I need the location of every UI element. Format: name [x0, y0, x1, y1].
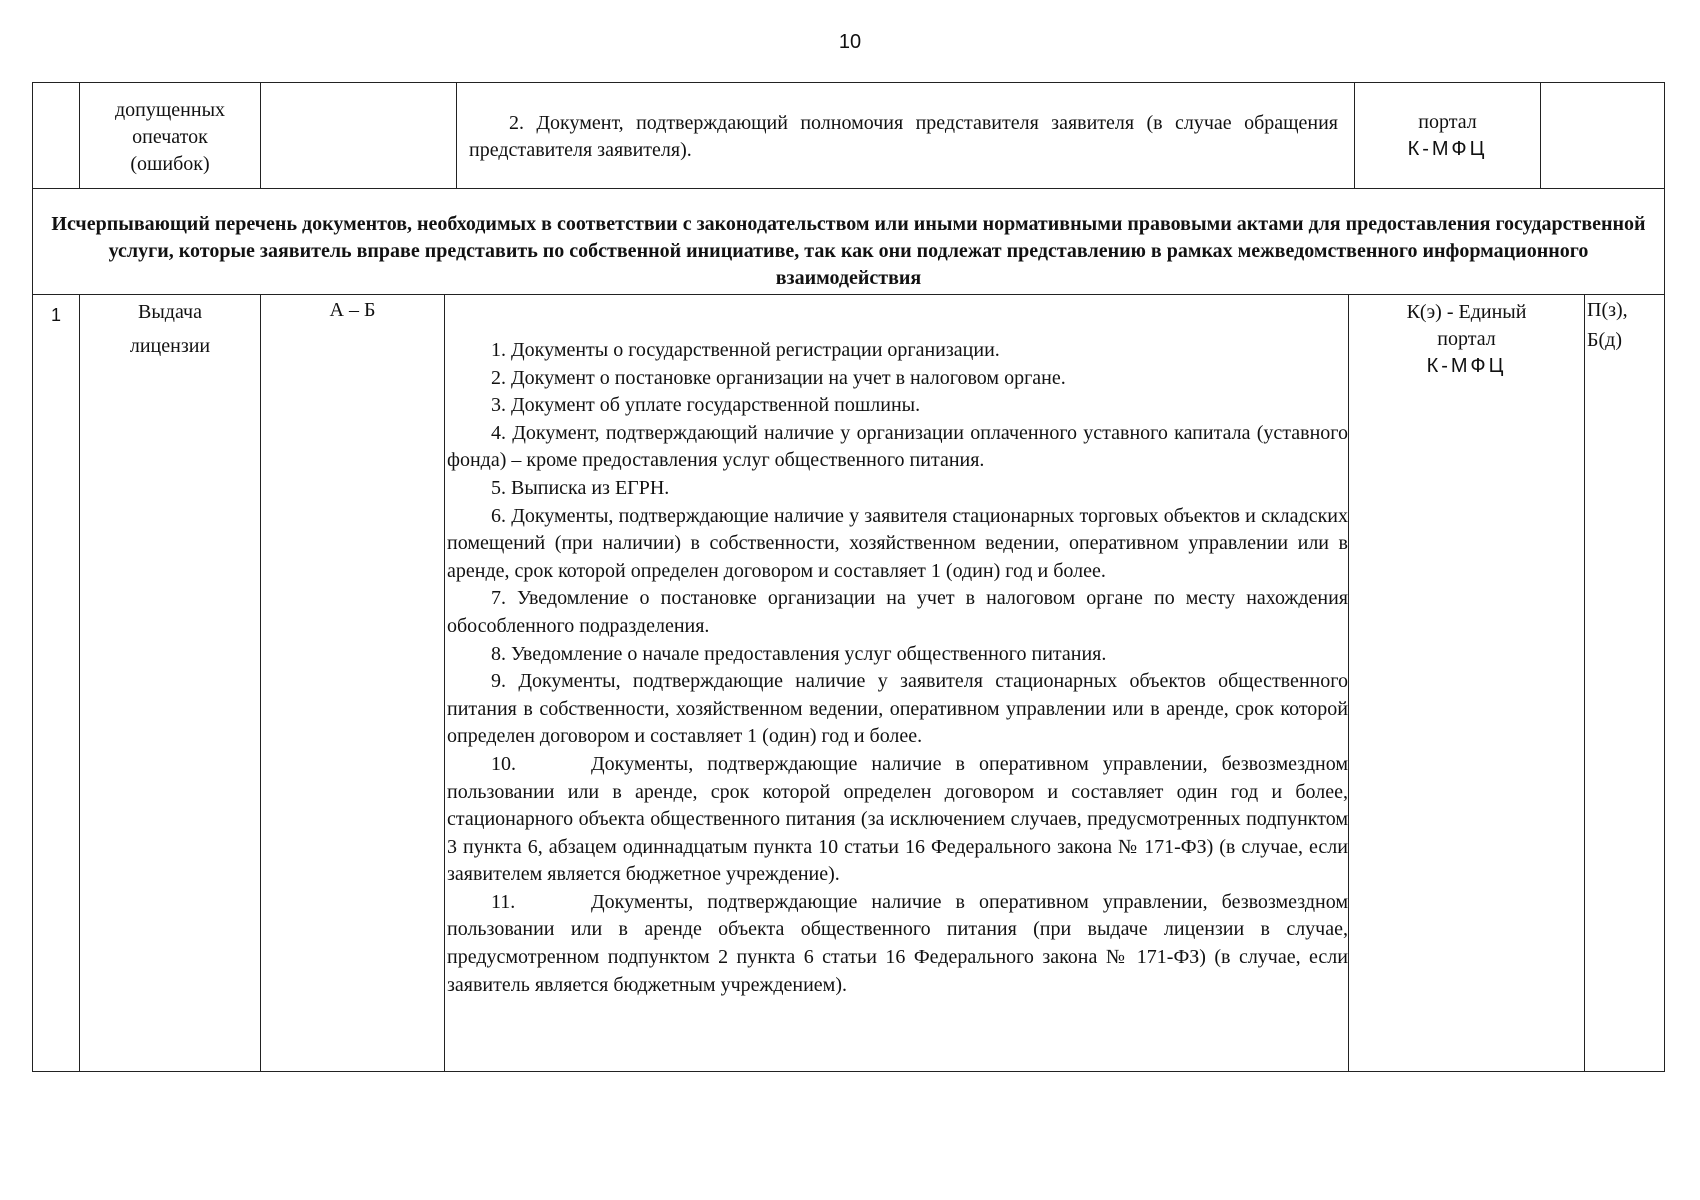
row-number-cell	[33, 83, 80, 188]
channel-line: портал	[1437, 328, 1496, 350]
row-number-cell: 1	[33, 295, 80, 1071]
document-item-text: Документы, подтверждающие наличие в оперативном управлении, безвозмездном пользовании или в аренде, срок которой определен договором и составляет один год и более, стационарного объекта общественного питания (за исключением случаев, предусмотренных подпунктом 3 пункта 6, абзацем одиннадцатым пункта 10 статьи 16 Федерального закона № 171-ФЗ) (в случае, если заявителем является бюджетное учреждение).	[447, 752, 1348, 886]
section-heading: Исчерпывающий перечень документов, необходимых в соответствии с законодательством или иными нормативными правовыми актами для предоставления государственной услуги, которые заявитель вправе представить по собственной инициативе, так как они подлежат представлению в рамках межведомственного информационного взаимодействия	[51, 213, 1646, 289]
service-name-line: опечаток	[132, 126, 208, 148]
service-name-cell	[80, 83, 261, 188]
service-name-line: (ошибок)	[130, 153, 210, 175]
channel-line: портал	[1418, 111, 1477, 133]
service-name-line: допущенных	[115, 99, 225, 121]
document-item: 2. Документ о постановке организации на учет в налоговом органе.	[491, 366, 1066, 389]
table-row	[33, 83, 1664, 189]
document-item: 7. Уведомление о постановке организации на учет в налоговом органе по месту нахождения обособленного подразделения.	[447, 587, 1348, 637]
submission-channel-cell	[1355, 83, 1541, 188]
document-item: 6. Документы, подтверждающие наличие у заявителя стационарных торговых объектов и складских помещений (при наличии) в собственности, хозяйственном ведении, оперативном управлении или в аренде, срок которой определен договором и составляет 1 (один) год и более.	[447, 504, 1348, 582]
document-item: 8. Уведомление о начале предоставления услуг общественного питания.	[491, 642, 1107, 665]
document-item: 1. Документы о государственной регистрации организации.	[491, 339, 1000, 361]
documents-table	[32, 82, 1665, 1072]
document-item	[447, 751, 1348, 889]
page-number: 10	[838, 31, 862, 53]
channel-line: К-МФЦ	[1426, 355, 1507, 377]
documents-cell	[445, 295, 1349, 1071]
table-row	[33, 295, 1664, 1071]
document-item: 3. Документ об уплате государственной пошлины.	[491, 394, 921, 417]
document-item: 2. Документ, подтверждающий полномочия представителя заявителя (в случае обращения представителя заявителя).	[469, 112, 1338, 161]
channel-line: К(э) - Единый	[1406, 301, 1527, 323]
document-item: 5. Выписка из ЕГРН.	[491, 476, 670, 499]
submission-channel-cell	[1349, 295, 1585, 1071]
category-cell	[261, 83, 457, 188]
service-name-line: Выдача	[138, 301, 202, 323]
result-form-cell: П(з), Б(д)	[1587, 299, 1628, 351]
document-item	[447, 889, 1348, 999]
category-cell: А – Б	[261, 295, 445, 1071]
document-item-number: 11.	[491, 890, 516, 913]
document-item: 4. Документ, подтверждающий наличие у организации оплаченного уставного капитала (уставного фонда) – кроме предоставления услуг общественного питания.	[447, 421, 1348, 472]
result-form-cell	[1541, 83, 1664, 188]
service-name-cell	[80, 295, 261, 1071]
document-item: 9. Документы, подтверждающие наличие у заявителя стационарных объектов общественного питания в собственности, хозяйственном ведении, оперативном управлении или в аренде, срок которой определен договором и составляет 1 (один) год и более.	[447, 670, 1348, 748]
documents-cell	[457, 83, 1355, 188]
document-item-text: Документы, подтверждающие наличие в оперативном управлении, безвозмездном пользовании или в аренде объекта общественного питания (при выдаче лицензии в случае, предусмотренном подпунктом 2 пункта 6 статьи 16 Федерального закона № 171-ФЗ) (в случае, если заявитель является бюджетным учреждением).	[447, 890, 1348, 996]
channel-line: К-МФЦ	[1407, 138, 1488, 160]
document-item-number: 10.	[491, 752, 516, 775]
service-name-line: лицензии	[129, 335, 211, 357]
section-heading-row	[33, 189, 1664, 295]
